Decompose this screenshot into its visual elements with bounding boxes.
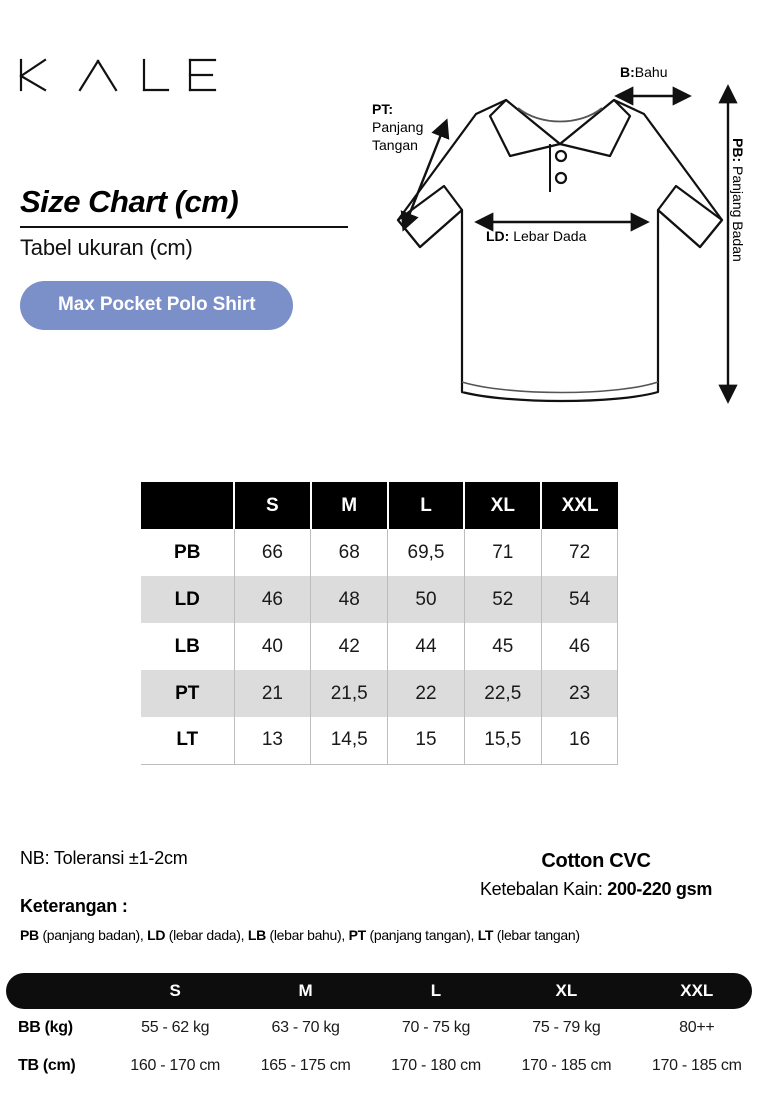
cell-ld-xxl: 54 <box>541 576 618 623</box>
table-row <box>0 1009 762 1047</box>
cell-lb-l: 44 <box>388 623 465 670</box>
cell-lt-m: 14,5 <box>311 717 388 764</box>
shoulder-measure-label <box>620 64 667 80</box>
body-col-l: L <box>430 981 442 1000</box>
legend-code-ld: LD <box>147 927 166 943</box>
legend-text-pb: (panjang badan), <box>38 927 148 943</box>
legend-text-ld: (lebar dada), <box>165 927 248 943</box>
chest-text: Lebar Dada <box>513 228 587 244</box>
legend-code-pt: PT <box>348 927 366 943</box>
size-col-m: M <box>311 482 388 529</box>
table-row <box>141 670 618 717</box>
cell-bb-xl: 75 - 79 kg <box>532 1019 601 1036</box>
table-row <box>141 529 618 576</box>
cell-pt-m: 21,5 <box>311 670 388 717</box>
row-label-ld: LD <box>141 576 234 623</box>
chest-measure-label <box>486 228 586 244</box>
row-label-pb: PB <box>141 529 234 576</box>
sleeve-measure-label <box>372 100 423 155</box>
cell-lb-xxl: 46 <box>541 623 618 670</box>
cell-lt-l: 15 <box>388 717 465 764</box>
sleeve-code: PT: <box>372 101 393 117</box>
body-measurements-table <box>0 973 762 1085</box>
fabric-thickness <box>430 879 762 900</box>
body-table-corner <box>0 973 110 1009</box>
cell-pb-m: 68 <box>311 529 388 576</box>
cell-bb-xxl: 80++ <box>679 1019 715 1036</box>
fabric-thickness-value: 200-220 gsm <box>607 879 713 899</box>
body-length-text: Panjang Badan <box>730 166 746 262</box>
title-divider <box>20 226 348 228</box>
cell-lb-s: 40 <box>234 623 311 670</box>
sleeve-text-line1: Panjang <box>372 119 424 136</box>
table-row <box>0 1047 762 1085</box>
shoulder-code: B: <box>620 64 635 80</box>
size-col-l: L <box>388 482 465 529</box>
body-length-code: PB: <box>730 138 746 163</box>
legend-text-lt: (lebar tangan) <box>493 927 580 943</box>
title-block <box>20 186 360 330</box>
cell-bb-m: 63 - 70 kg <box>271 1019 340 1036</box>
body-col-m: M <box>298 981 313 1000</box>
legend-text-lb: (lebar bahu), <box>265 927 349 943</box>
cell-pt-l: 22 <box>388 670 465 717</box>
page-subtitle: Tabel ukuran (cm) <box>20 234 193 260</box>
cell-bb-s: 55 - 62 kg <box>141 1019 210 1036</box>
cell-lb-m: 42 <box>311 623 388 670</box>
cell-bb-l: 70 - 75 kg <box>401 1019 471 1036</box>
table-row <box>141 576 618 623</box>
cell-tb-m: 165 - 175 cm <box>260 1057 351 1074</box>
size-table-header-row <box>141 482 618 529</box>
chest-code: LD: <box>486 228 510 244</box>
fabric-info <box>430 850 762 900</box>
cell-tb-l: 170 - 180 cm <box>391 1057 481 1074</box>
cell-ld-m: 48 <box>311 576 388 623</box>
size-table-corner <box>141 482 234 529</box>
legend-line <box>20 927 580 943</box>
legend-heading: Keterangan : <box>20 896 128 916</box>
fabric-name: Cotton CVC <box>541 850 651 872</box>
body-col-s: S <box>169 981 181 1000</box>
row-label-lb: LB <box>141 623 234 670</box>
body-table-header-row <box>0 973 762 1009</box>
shoulder-text: Bahu <box>634 64 668 80</box>
row-label-lt: LT <box>141 717 234 764</box>
cell-pb-l: 69,5 <box>388 529 465 576</box>
size-col-xxl: XXL <box>541 482 618 529</box>
cell-ld-s: 46 <box>234 576 311 623</box>
cell-pb-s: 66 <box>234 529 311 576</box>
legend-code-lb: LB <box>247 927 266 943</box>
cell-ld-xl: 52 <box>464 576 541 623</box>
cell-lt-s: 13 <box>234 717 311 764</box>
size-col-xl: XL <box>464 482 541 529</box>
polo-shirt-diagram <box>358 52 762 442</box>
row-label-bb: BB (kg) <box>18 1019 73 1036</box>
cell-lt-xl: 15,5 <box>464 717 541 764</box>
body-col-xl: XL <box>555 981 578 1000</box>
legend-text-pt: (panjang tangan), <box>365 927 478 943</box>
cell-tb-xl: 170 - 185 cm <box>521 1057 612 1074</box>
cell-lt-xxl: 16 <box>541 717 618 764</box>
product-name-badge: Max Pocket Polo Shirt <box>20 281 293 330</box>
row-label-pt: PT <box>141 670 234 717</box>
row-label-tb: TB (cm) <box>18 1057 76 1074</box>
cell-pb-xl: 71 <box>464 529 541 576</box>
body-length-measure-label <box>730 138 746 262</box>
cell-tb-xxl: 170 - 185 cm <box>651 1057 742 1074</box>
fabric-thickness-label: Ketebalan Kain: <box>479 879 608 899</box>
cell-pt-s: 21 <box>234 670 311 717</box>
cell-pt-xxl: 23 <box>541 670 618 717</box>
body-col-xxl: XXL <box>680 981 714 1000</box>
cell-tb-s: 160 - 170 cm <box>130 1057 221 1074</box>
legend-code-lt: LT <box>477 927 494 943</box>
tolerance-note: NB: Toleransi ±1-2cm <box>20 848 188 868</box>
cell-pt-xl: 22,5 <box>464 670 541 717</box>
sleeve-text-line2: Tangan <box>372 137 418 154</box>
page-title: Size Chart (cm) <box>20 184 239 219</box>
size-measurements-table <box>141 482 618 765</box>
cell-ld-l: 50 <box>388 576 465 623</box>
table-row <box>141 717 618 764</box>
cell-lb-xl: 45 <box>464 623 541 670</box>
cell-pb-xxl: 72 <box>541 529 618 576</box>
legend-code-pb: PB <box>20 927 39 943</box>
size-col-s: S <box>234 482 311 529</box>
table-row <box>141 623 618 670</box>
brand-logo <box>18 58 218 97</box>
